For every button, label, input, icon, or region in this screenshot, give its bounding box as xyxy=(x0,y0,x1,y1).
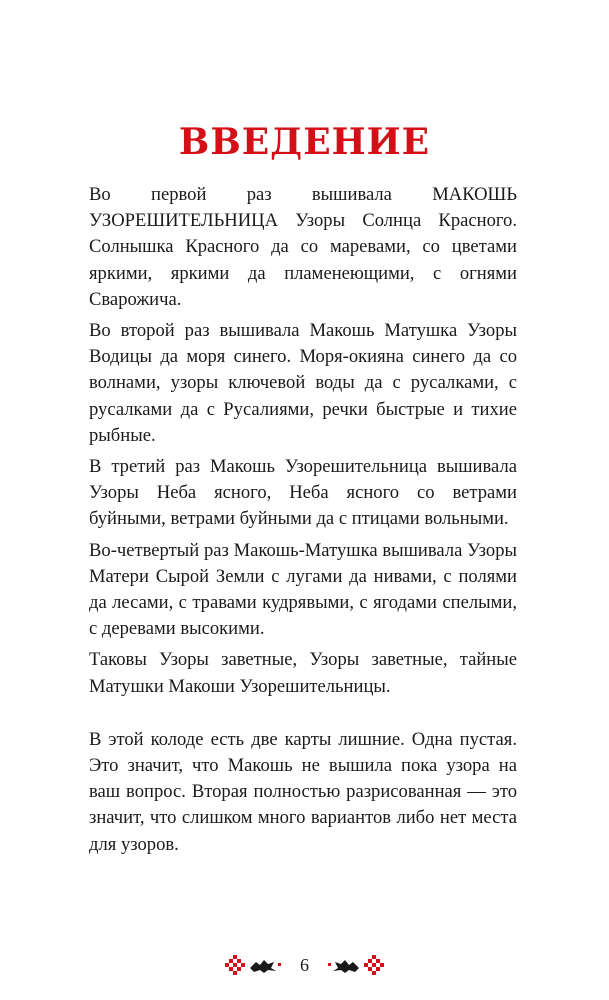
paragraph: Во второй раз вышивала Макошь Матушка Узоры Водицы да моря синего. Моря-окияна синего да со волнами, узоры ключевой воды да с русалками, с русалками да с Русалиями, речки быстрые и тихие рыбные. xyxy=(89,320,517,446)
paragraph: Во первой раз вышивала МАКОШЬ УЗОРЕШИТЕЛЬНИЦА Узоры Солнца Красного. Солнышка Красного да со маревами, со цветами яркими, яркими да пламенеющими, с огнями Сварожича. xyxy=(89,184,517,310)
paragraph: Таковы Узоры заветные, Узоры заветные, тайные Матушки Макоши Узорешительницы. xyxy=(89,649,517,697)
paragraph: Во-четвертый раз Макошь-Матушка вышивала Узоры Матери Сырой Земли с лугами да нивами, с полями да лесами, с травами кудрявыми, с ягодами спелыми, с деревами высокими. xyxy=(89,539,517,640)
page-number: 6 xyxy=(300,954,309,975)
chapter-title: ВВЕДЕНИЕ xyxy=(178,121,431,163)
embroidery-ornament-icon xyxy=(327,954,385,976)
embroidery-ornament-icon xyxy=(224,954,282,976)
chapter-body xyxy=(89,182,517,863)
paragraph: В этой колоде есть две карты лишние. Одна пустая. Это значит, что Макошь не вышила пока узора на ваш вопрос. Вторая полностью разрисованная — это значит, что слишком много вариантов либо нет места для узоров. xyxy=(89,728,517,855)
paragraph: В третий раз Макошь Узорешительница вышивала Узоры Неба ясного, Неба ясного со ветрами буйными, ветрами буйными да с птицами вольными. xyxy=(89,456,517,530)
page-footer xyxy=(0,950,609,980)
